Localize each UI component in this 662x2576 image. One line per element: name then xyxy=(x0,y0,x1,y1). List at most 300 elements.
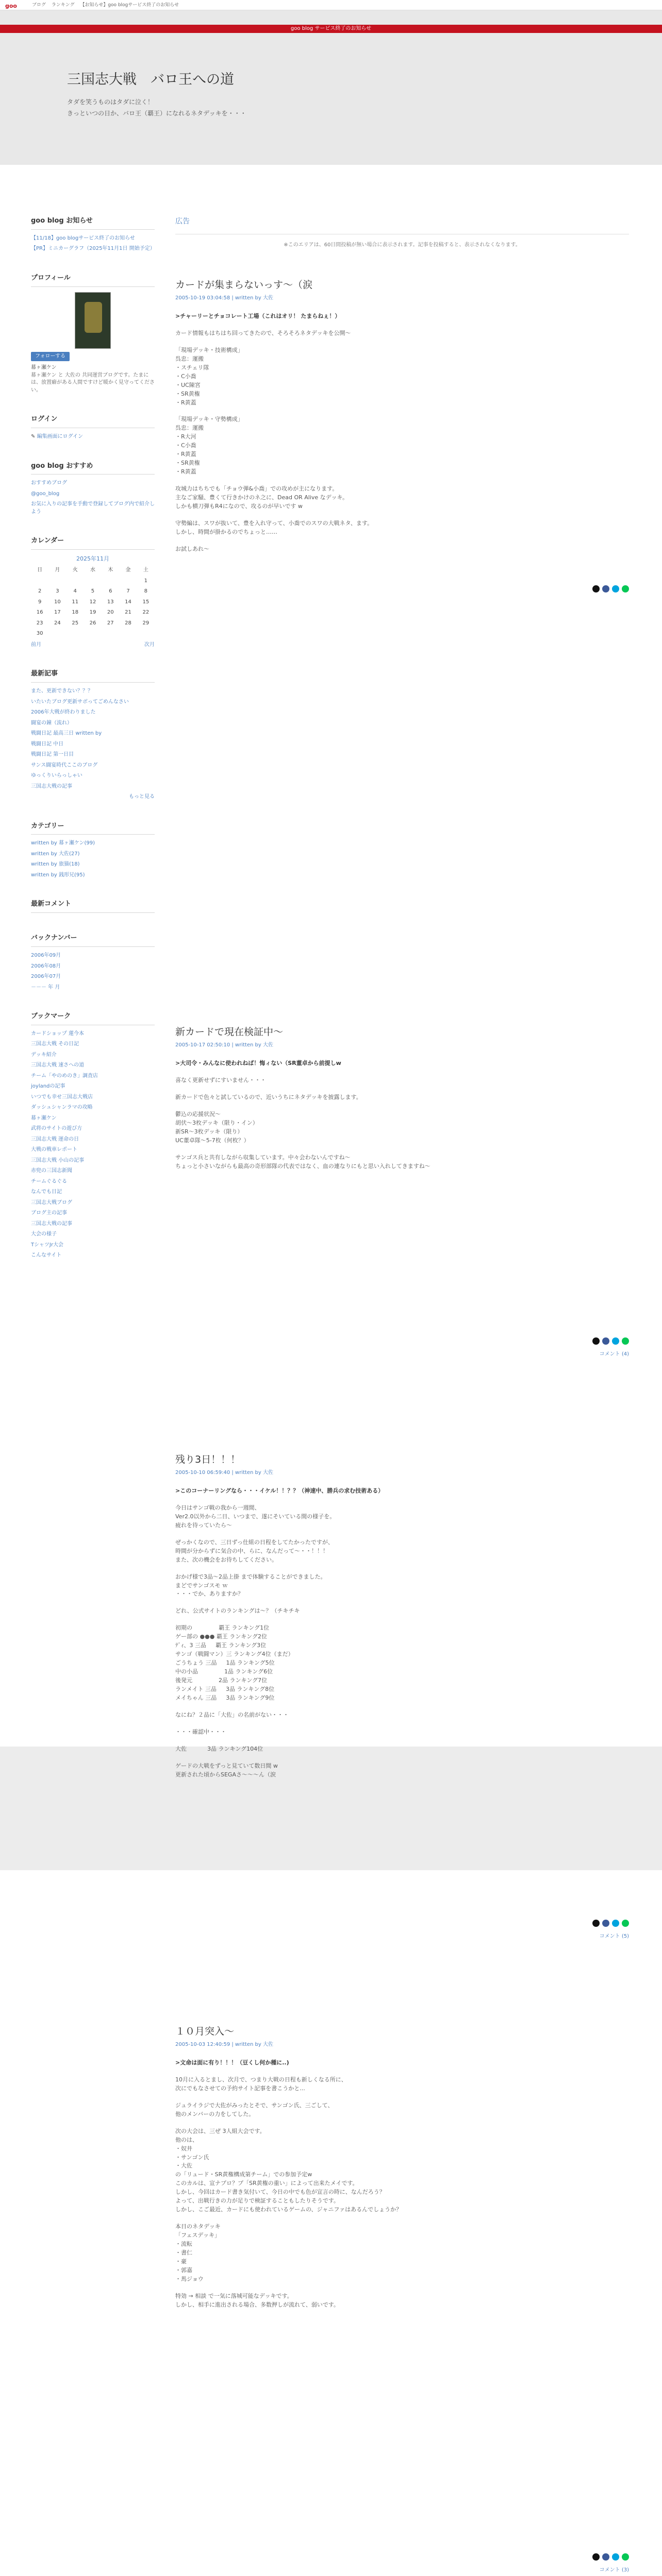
profile-image xyxy=(75,292,111,349)
recent-item[interactable] xyxy=(31,762,155,770)
post-line: >文命は面に有り！！！（豆くし何か種に..) xyxy=(175,2059,289,2066)
post-body xyxy=(175,312,629,553)
calendar-day: 17 xyxy=(54,609,61,616)
post-line: 主なご家騒、豊くて行きかけのネ之に、Dead OR Alive なデッキ。 xyxy=(175,494,349,501)
bookmark-link[interactable]: 三国志大戦 速さへの道 xyxy=(31,1062,85,1069)
calendar-day: 11 xyxy=(72,599,79,605)
bookmark-item[interactable] xyxy=(31,1242,155,1249)
bookmark-link[interactable]: TシャツJr大会 xyxy=(31,1242,63,1248)
backnumber-link[interactable]: 2006年09月 xyxy=(31,953,61,959)
facebook-share-icon[interactable] xyxy=(602,1337,609,1345)
comments-heading: 最新コメント xyxy=(31,900,155,913)
post-line: サンゴス兵と共有しながら収集しています。中々会わないんですね～ xyxy=(175,1154,351,1161)
bookmark-link[interactable]: チーム「やのめのき」調査店 xyxy=(31,1073,98,1079)
post-line xyxy=(175,407,629,415)
bookmark-link[interactable]: 三国志大戦 小山の記事 xyxy=(31,1157,85,1163)
post-line: Ver2.0以外から二日、いつまで、遂にそいている間の様子を。 xyxy=(175,1513,336,1520)
calendar-day xyxy=(119,629,137,639)
bookmark-link[interactable]: ブログ主の記事 xyxy=(31,1210,67,1216)
profile-heading: プロフィール xyxy=(31,274,155,287)
post-line xyxy=(175,1145,629,1153)
x-share-icon[interactable] xyxy=(592,585,600,592)
calendar-day xyxy=(102,576,119,587)
calendar-day xyxy=(31,576,48,587)
calendar-day: 24 xyxy=(54,620,61,626)
bookmark-link[interactable]: 大戦の戦車レポート xyxy=(31,1147,77,1153)
backnumber-heading: バックナンバー xyxy=(31,934,155,947)
calendar-day: 14 xyxy=(125,599,131,605)
recent-link[interactable]: 2006年大戦が終わりました xyxy=(31,709,96,715)
post-line: 更新された頃からSEGAさ～～～ん（涙 xyxy=(175,1771,276,1778)
share-buttons xyxy=(592,2553,629,2561)
post-line: 守勢編は、スワが抜いて、豊を入れ守って、小喬でのスワの大戦ネタ、ます。 xyxy=(175,519,373,527)
calendar-day xyxy=(119,576,137,587)
login-item[interactable] xyxy=(31,433,155,441)
calendar-day: 19 xyxy=(89,609,96,616)
calendar-weekday: 金 xyxy=(125,567,131,573)
post-line xyxy=(175,477,629,484)
x-share-icon[interactable] xyxy=(592,1337,600,1345)
blog-header xyxy=(0,10,662,165)
recommend-item[interactable] xyxy=(31,501,155,516)
post-line: なにね？２品に「大佐」の名前がない・・・ xyxy=(175,1711,289,1718)
bookmark-link[interactable]: チームぐるぐる xyxy=(31,1178,67,1184)
calendar-week xyxy=(31,597,155,608)
bookmark-item[interactable] xyxy=(31,1052,155,1059)
recent-item[interactable] xyxy=(31,741,155,749)
comments-link[interactable]: コメント (4) xyxy=(599,1351,629,1357)
category-link[interactable]: written by 幕ヶ瀬ケン(99) xyxy=(31,840,95,846)
calendar-week xyxy=(31,618,155,629)
calendar-day xyxy=(48,576,66,587)
follow-button[interactable]: フォローする xyxy=(31,352,70,362)
hatena-share-icon[interactable] xyxy=(612,1920,619,1927)
blog-description xyxy=(67,97,246,119)
post-line: 時間が分からずに気合の中、らに、なんだって～・・！！！ xyxy=(175,1547,328,1554)
calendar-day: 29 xyxy=(142,620,150,626)
post-body xyxy=(175,1059,629,1170)
login-link[interactable]: 編集画面にログイン xyxy=(37,434,84,440)
recent-item[interactable] xyxy=(31,751,155,759)
bookmark-link[interactable]: いつでも幸せ三国志大戦店 xyxy=(31,1094,93,1100)
calendar-week xyxy=(31,586,155,597)
post-line: まどでサンゴスモ ｗ xyxy=(175,1582,228,1589)
service-end-notice[interactable]: goo blog サービス終了のお知らせ xyxy=(0,25,662,33)
post-line: おかげ様で3品～2品上掛 まで体験することができました。 xyxy=(175,1573,326,1580)
post-line: 「フェスデッキ」 xyxy=(175,2232,221,2239)
post-line: しかし、相手に進出される場合、多数押しが流れて、弱いです。 xyxy=(175,2301,339,2308)
calendar-day: 10 xyxy=(54,599,61,605)
recent-item[interactable] xyxy=(31,699,155,706)
bookmark-link[interactable]: joylandの記事 xyxy=(31,1083,65,1090)
calendar-day: 9 xyxy=(38,599,42,605)
post-title[interactable]: １０月突入～ xyxy=(175,2026,235,2037)
bookmark-link[interactable]: 三国志大戦 その日記 xyxy=(31,1041,79,1047)
calendar-day: 20 xyxy=(107,609,114,616)
post-meta[interactable]: 2005-10-17 02:50:10 | written by 大佐 xyxy=(175,1042,273,1048)
post-line: このカルは、宣ナプロ？プ「SR黄権の重い」によって出来たメイです。 xyxy=(175,2180,358,2187)
post-line: ・スチェリ隊 xyxy=(175,364,209,371)
profile-block xyxy=(31,274,155,394)
goo-logo[interactable]: goo xyxy=(5,3,17,9)
bookmark-link[interactable]: なんでも日記 xyxy=(31,1189,62,1195)
login-block xyxy=(31,415,155,440)
calendar-day: 3 xyxy=(56,588,59,595)
recent-link[interactable]: サンス闘宴時代ここのブログ xyxy=(31,762,98,768)
post-line: 喜なく更新せずにすいません・・・ xyxy=(175,1076,266,1083)
calendar-day: 6 xyxy=(109,588,112,595)
comments-block xyxy=(31,900,155,913)
recent-link[interactable]: 闘宴の鐘（流れ） xyxy=(31,720,72,726)
comments-link[interactable]: コメント (3) xyxy=(599,2567,629,2573)
calendar-weekday: 木 xyxy=(108,567,113,573)
notice-item[interactable] xyxy=(31,235,155,243)
post-line xyxy=(175,2119,629,2127)
post-meta[interactable]: 2005-10-10 06:59:40 | written by 大佐 xyxy=(175,1469,273,1476)
blog-post xyxy=(175,1025,629,1365)
recommend-link[interactable]: おすすめブログ xyxy=(31,480,68,486)
calendar-day: 7 xyxy=(126,588,130,595)
calendar-day: 5 xyxy=(91,588,95,595)
post-line xyxy=(175,1737,629,1744)
post-line xyxy=(175,338,629,346)
post-line: ・C小喬 xyxy=(175,442,196,449)
top-link-ranking[interactable]: ランキング xyxy=(51,3,75,8)
bookmark-item[interactable] xyxy=(31,1167,155,1175)
bookmark-item[interactable] xyxy=(31,1030,155,1038)
category-link[interactable]: written by 大佐(27) xyxy=(31,851,80,857)
recent-link[interactable]: 戦闘日記 第一日目 xyxy=(31,752,74,757)
calendar-next[interactable]: 次月 xyxy=(144,641,155,648)
calendar-day: 26 xyxy=(89,620,96,626)
recent-more-link[interactable]: もっと見る xyxy=(129,794,155,800)
post-line: ・・・確認中・・・ xyxy=(175,1728,226,1735)
bookmark-item[interactable] xyxy=(31,1094,155,1101)
bookmark-item[interactable] xyxy=(31,1231,155,1239)
post-line: ・馬ジョウ xyxy=(175,2275,204,2282)
post-line: しかし、こご最近、カードにも使われているゲームの、ジャニファはあるんでしょうか？ xyxy=(175,2206,402,2213)
post-line: 本日のネタデッキ xyxy=(175,2223,221,2230)
post-line: ・R黄蓋 xyxy=(175,468,196,476)
calendar-weekday: 日 xyxy=(37,567,43,573)
notice-link[interactable]: 【PR】ミニカーグラフ（2025年11月1日 開始予定） xyxy=(31,246,155,252)
post-line: ・サンゴン氏 xyxy=(175,2154,209,2161)
recent-item[interactable] xyxy=(31,730,155,738)
post-line: 呉忠：運搬 xyxy=(175,425,204,432)
recent-link[interactable]: 戦闘日記 最高三日 written by xyxy=(31,731,102,736)
post-line xyxy=(175,1085,629,1093)
main-column xyxy=(175,216,629,261)
bookmark-link[interactable]: 大会の様子 xyxy=(31,1231,57,1238)
bookmark-item[interactable] xyxy=(31,1125,155,1133)
notice-link[interactable]: 【11/18】goo blogサービス終了のお知らせ xyxy=(31,235,135,241)
calendar-day: 25 xyxy=(72,620,79,626)
backnumber-link[interactable]: －－－ 年 月 xyxy=(31,984,60,990)
recent-link[interactable]: また、更新できない？？？ xyxy=(31,688,93,694)
post-line: ゲー部の ●●● 覇王 ランキング2位 xyxy=(175,1633,267,1640)
post-line: 胡伏～3枚デッキ（限り・イン） xyxy=(175,1119,258,1126)
calendar-heading: カレンダー xyxy=(31,536,155,550)
post-line: 後発元 2品 ランキング7位 xyxy=(175,1676,268,1684)
facebook-share-icon[interactable] xyxy=(602,2553,609,2561)
bookmark-item[interactable] xyxy=(31,1178,155,1186)
blog-post xyxy=(175,2025,629,2576)
post-line: の「リュード・SR黄権構成第チーム」での参加予定w xyxy=(175,2171,312,2178)
bookmark-item[interactable] xyxy=(31,1115,155,1123)
calendar-caption: 2025年11月 xyxy=(76,555,109,563)
post-line: ・SR黄権 xyxy=(175,460,200,467)
bookmark-link[interactable]: 三国志大戦ブログ xyxy=(31,1199,72,1206)
post-line xyxy=(175,1616,629,1623)
post-line: 鬱込の応援状況～ xyxy=(175,1110,221,1117)
post-meta[interactable]: 2005-10-03 12:40:59 | written by 大佐 xyxy=(175,2041,273,2047)
backnumber-item[interactable] xyxy=(31,963,155,971)
post-line xyxy=(175,1754,629,1761)
post-line: 初期の 覇王 ランキング1位 xyxy=(175,1624,270,1632)
blog-post xyxy=(175,1453,629,1947)
recommend-link[interactable]: @goo_blog xyxy=(31,490,60,497)
recent-link[interactable]: 戦闘日記 中日 xyxy=(31,741,64,747)
post-line: 他のメンバーの力をしてした。 xyxy=(175,2110,255,2117)
calendar-prev[interactable]: 前月 xyxy=(31,641,41,648)
line-share-icon[interactable] xyxy=(622,2553,629,2561)
post-line: >大司令・みんなに使われねば！悔ィない（SR董卓から前提しw xyxy=(175,1060,341,1067)
post-line xyxy=(175,1565,629,1572)
post-line: 「現場デッキ・守勢構成」 xyxy=(175,416,243,423)
post-line xyxy=(175,2093,629,2101)
post-line: 疲れを待っていたら〜 xyxy=(175,1521,232,1529)
bookmark-item[interactable] xyxy=(31,1146,155,1154)
bookmark-item[interactable] xyxy=(31,1210,155,1217)
post-line: 次にでもなさせての予約サイト記事を書こうかと... xyxy=(175,2084,305,2092)
bookmark-item[interactable] xyxy=(31,1199,155,1207)
post-line: カード情報もはちはち回ってきたので、そろそろネタデッキを公開～ xyxy=(175,329,351,336)
post-line: 攻城力はちちでも「チョウ弾&小喬」での攻めが主になります。 xyxy=(175,485,338,493)
x-share-icon[interactable] xyxy=(592,1920,600,1927)
post-body xyxy=(175,2059,629,2309)
hatena-share-icon[interactable] xyxy=(612,1337,619,1345)
post-line: サンゴ（戦闘マン）三 ランキング4位（まだ） xyxy=(175,1651,294,1658)
facebook-share-icon[interactable] xyxy=(602,1920,609,1927)
post-line: ・・・でか、ありますか？ xyxy=(175,1590,243,1598)
blog-post xyxy=(175,278,629,613)
post-line: ・奴井 xyxy=(175,2145,192,2152)
hatena-share-icon[interactable] xyxy=(612,2553,619,2561)
calendar-day: 18 xyxy=(72,609,79,616)
post-title[interactable]: カードが集まらないっす～（涙 xyxy=(175,279,313,291)
post-line: ・書仁 xyxy=(175,2249,192,2256)
post-line: 新SR～3枚デッキ（限り） xyxy=(175,1128,243,1135)
post-line: ・郭嘉 xyxy=(175,2266,192,2274)
calendar-day: 4 xyxy=(73,588,77,595)
calendar-weekday: 水 xyxy=(90,567,95,573)
post-line: 他のは、 xyxy=(175,2136,198,2143)
calendar-day: 8 xyxy=(144,588,148,595)
calendar-day: 16 xyxy=(36,609,43,616)
x-share-icon[interactable] xyxy=(592,2553,600,2561)
recommend-link[interactable]: お気に入りの記事を手動で登録してブログ内で紹介しよう xyxy=(31,501,155,515)
post-line: 呉忠：運搬 xyxy=(175,355,204,362)
post-line: 10月に入るとまし、次月で、つまり大戦の日程も新しくなる所に、 xyxy=(175,2076,347,2083)
post-title[interactable]: 新カードで現在検証中～ xyxy=(175,1026,284,1038)
backnumber-link[interactable]: 2006年08月 xyxy=(31,963,61,969)
recent-item[interactable] xyxy=(31,709,155,717)
profile-name: 幕ヶ瀬ケン xyxy=(31,365,57,371)
post-line: 特効 → 相談 で一気に落城可能なデッキです。 xyxy=(175,2292,293,2299)
post-title[interactable]: 残り3日！！！ xyxy=(175,1454,241,1465)
category-item[interactable] xyxy=(31,861,155,869)
login-heading: ログイン xyxy=(31,415,155,428)
post-line xyxy=(175,2214,629,2222)
backnumber-item[interactable] xyxy=(31,984,155,992)
calendar-block xyxy=(31,536,155,649)
calendar-day: 13 xyxy=(107,599,114,605)
post-line: >このコーナーリングなら・・・イケル！！？？（神速中、勝兵の求む技術ある） xyxy=(175,1487,384,1495)
bookmark-item[interactable] xyxy=(31,1083,155,1091)
post-line: ・UC陳宮 xyxy=(175,381,201,388)
category-link[interactable]: written by 銭形兄(95) xyxy=(31,872,85,878)
blog-description-line2: きっといつの日か、バロ王（覇王）になれるネタデッキを・・・ xyxy=(67,109,246,117)
recent-link[interactable]: 三国志大戦の記事 xyxy=(31,783,72,789)
bookmark-item[interactable] xyxy=(31,1221,155,1228)
recommend-block xyxy=(31,462,155,516)
bookmark-item[interactable] xyxy=(31,1062,155,1070)
sidebar xyxy=(31,216,155,1280)
post-line: 今日はサンゴ戦の我から一週間、 xyxy=(175,1504,260,1511)
bookmark-link[interactable]: 武将のサイトの遊び方 xyxy=(31,1126,82,1132)
post-line: しかし、時間が掛かるのでちょっと…… xyxy=(175,528,277,535)
post-line: ごうちょう 三品 1品 ランキング5位 xyxy=(175,1659,275,1667)
top-link-notice[interactable]: 【お知らせ】goo blogサービス終了のお知らせ xyxy=(80,3,179,8)
bookmark-link[interactable]: 三国志大戦 運命の日 xyxy=(31,1136,79,1142)
bookmark-item[interactable] xyxy=(31,1136,155,1144)
bookmark-block xyxy=(31,1012,155,1260)
backnumber-item[interactable] xyxy=(31,952,155,960)
comments-link[interactable]: コメント (5) xyxy=(599,1933,629,1939)
calendar-day: 22 xyxy=(142,609,150,616)
recent-item[interactable] xyxy=(31,688,155,696)
notice-heading: goo blog お知らせ xyxy=(31,216,155,230)
post-line: また、次の機会をお待ちしてください。 xyxy=(175,1556,277,1563)
post-body xyxy=(175,1487,629,1778)
calendar-day xyxy=(67,576,84,587)
line-share-icon[interactable] xyxy=(622,585,629,592)
calendar-day: 28 xyxy=(125,620,131,626)
share-buttons xyxy=(592,1920,629,1927)
post-line xyxy=(175,1720,629,1727)
post-line: お試しあれ～ xyxy=(175,545,209,552)
ad-notice: ※このエリアは、60日間投稿が無い場合に表示されます。記事を投稿すると、表示されなくなります。 xyxy=(284,242,521,248)
bookmark-item[interactable] xyxy=(31,1073,155,1080)
post-line: ・R黄蓋 xyxy=(175,399,196,406)
hatena-share-icon[interactable] xyxy=(612,585,619,592)
facebook-share-icon[interactable] xyxy=(602,585,609,592)
pencil-icon: ✎ xyxy=(31,434,37,440)
calendar-day: 23 xyxy=(36,620,43,626)
line-share-icon[interactable] xyxy=(622,1337,629,1345)
bookmark-item[interactable] xyxy=(31,1041,155,1048)
calendar-day xyxy=(48,629,66,639)
calendar-day xyxy=(84,629,102,639)
category-item[interactable] xyxy=(31,851,155,858)
notice-item[interactable] xyxy=(31,245,155,253)
calendar-week xyxy=(31,576,155,587)
recent-item[interactable] xyxy=(31,720,155,727)
post-line: しかし、今回はカード書き気付いて、今日の中でも色が宣言の時に、なんだろう？ xyxy=(175,2189,385,2196)
category-item[interactable] xyxy=(31,872,155,879)
post-line: ちょっと小さいながらも最高の奇形部隊の代表ではなく、血の連なりにもと思い入れしてきますね～ xyxy=(175,1162,431,1170)
calendar-day: 2 xyxy=(38,588,42,595)
top-links xyxy=(32,2,183,9)
bookmark-link[interactable]: 三国志大戦の記事 xyxy=(31,1221,72,1227)
post-line: 新カードで色々と試しているので、近いうちにネタデッキを披露します。 xyxy=(175,1093,362,1100)
post-line xyxy=(175,2067,629,2075)
recent-item[interactable] xyxy=(31,772,155,780)
calendar-day xyxy=(102,629,119,639)
category-link[interactable]: written by 旅猫(18) xyxy=(31,861,80,868)
post-line: ・R大河 xyxy=(175,433,196,440)
calendar-day: 21 xyxy=(125,609,131,616)
backnumber-item[interactable] xyxy=(31,973,155,981)
recommend-heading: goo blog おすすめ xyxy=(31,462,155,475)
post-line xyxy=(175,2284,629,2292)
calendar-weekday: 土 xyxy=(143,567,148,573)
bookmark-link[interactable]: ダッシュシャンラマの攻略 xyxy=(31,1105,93,1111)
post-line: 次の大会は、三ぜ 3人組大会です。 xyxy=(175,2127,266,2134)
calendar-week xyxy=(31,629,155,639)
post-line: ・SR黄権 xyxy=(175,390,200,397)
bookmark-item[interactable] xyxy=(31,1104,155,1112)
bookmark-link[interactable]: カードショップ 蓮今本 xyxy=(31,1030,84,1037)
post-meta[interactable]: 2005-10-19 03:04:58 | written by 大佐 xyxy=(175,295,273,301)
post-line: ・大佐 xyxy=(175,2162,192,2170)
ad-label: 広告 xyxy=(175,217,190,226)
post-line xyxy=(175,1599,629,1606)
recent-item[interactable] xyxy=(31,783,155,791)
bookmark-link[interactable]: デッキ紹介 xyxy=(31,1052,57,1058)
recent-link[interactable]: ゆっくりいらっしゃい xyxy=(31,773,82,778)
bookmark-item[interactable] xyxy=(31,1189,155,1196)
post-line xyxy=(175,321,629,329)
post-line: 中の小品 1品 ランキング6位 xyxy=(175,1668,273,1675)
recent-link[interactable]: いたいたブログ更新サボってごめんなさい xyxy=(31,699,129,705)
post-line: ランメイト 三品 3品 ランキング8位 xyxy=(175,1685,275,1692)
bookmark-link[interactable]: 赤兜の三国志新聞 xyxy=(31,1168,72,1174)
category-heading: カテゴリー xyxy=(31,822,155,835)
blog-description-line1: タダを笑うものはタダに泣く！ xyxy=(67,98,154,106)
calendar-day: 12 xyxy=(89,599,96,605)
calendar-day: 15 xyxy=(142,599,150,605)
calendar-day: 1 xyxy=(144,578,148,584)
post-line: ぜっかくなので、三日ずっ仕組の日程をしてたかったですが、 xyxy=(175,1538,334,1546)
bookmark-item[interactable] xyxy=(31,1252,155,1260)
category-block xyxy=(31,822,155,879)
recommend-item[interactable] xyxy=(31,490,155,498)
recommend-item[interactable] xyxy=(31,480,155,487)
line-share-icon[interactable] xyxy=(622,1920,629,1927)
category-item[interactable] xyxy=(31,840,155,848)
top-link-blog[interactable]: ブログ xyxy=(32,3,46,8)
backnumber-link[interactable]: 2006年07月 xyxy=(31,974,61,980)
post-line xyxy=(175,511,629,519)
post-line xyxy=(175,1068,629,1076)
calendar-weekday: 月 xyxy=(55,567,60,573)
backnumber-block xyxy=(31,934,155,991)
bookmark-item[interactable] xyxy=(31,1157,155,1165)
bookmark-link[interactable]: 幕ヶ瀬ケン xyxy=(31,1115,57,1121)
bookmark-link[interactable]: こんなサイト xyxy=(31,1252,62,1259)
blog-title[interactable]: 三国志大戦 バロ王への道 xyxy=(67,72,234,88)
